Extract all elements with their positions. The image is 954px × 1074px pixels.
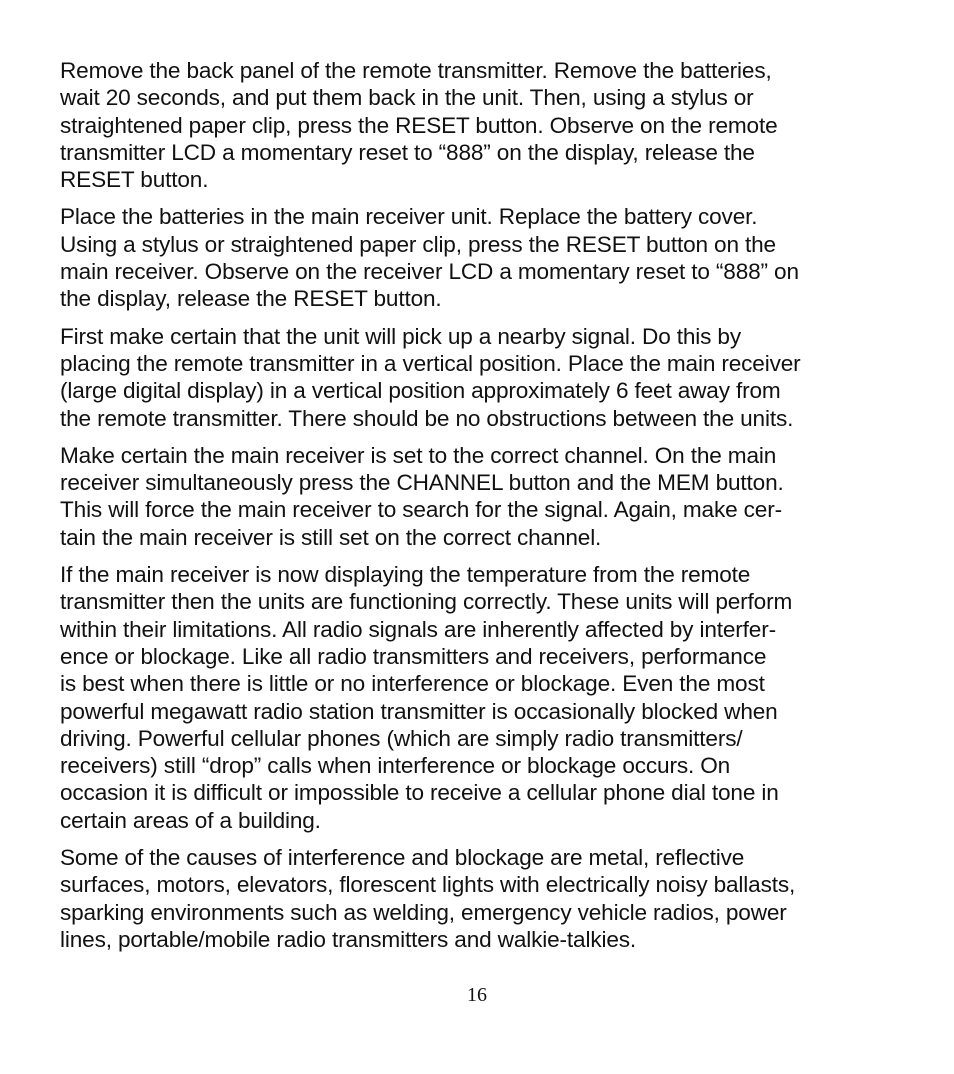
text-line: driving. Powerful cellular phones (which are simply radio transmitters/ bbox=[60, 725, 743, 751]
text-line: receiver simultaneously press the CHANNEL button and the MEM button. bbox=[60, 470, 784, 496]
text-line: lines, portable/mobile radio transmitters and walkie-talkies. bbox=[60, 926, 637, 952]
page-number: 16 bbox=[467, 984, 487, 1006]
text-line: RESET button. bbox=[60, 167, 209, 193]
text-line: the remote transmitter. There should be no obstructions between the units. bbox=[60, 405, 794, 431]
text-line: (large digital display) in a vertical position approximately 6 feet away from bbox=[60, 378, 781, 404]
paragraph-interference-causes bbox=[60, 844, 900, 953]
text-line: Remove the back panel of the remote transmitter. Remove the batteries, bbox=[60, 58, 772, 83]
text-line: powerful megawatt radio station transmitter is occasionally blocked when bbox=[60, 698, 778, 724]
text-line: the display, release the RESET button. bbox=[60, 286, 442, 312]
text-line: Some of the causes of interference and blockage are metal, reflective bbox=[60, 845, 745, 871]
text-line: occasion it is difficult or impossible to receive a cellular phone dial tone in bbox=[60, 780, 779, 806]
paragraph-reset-transmitter bbox=[60, 57, 900, 193]
text-line: transmitter LCD a momentary reset to “888” on the display, release the bbox=[60, 139, 755, 165]
paragraph-correct-channel bbox=[60, 442, 900, 551]
paragraph-reset-receiver bbox=[60, 203, 900, 312]
text-line: receivers) still “drop” calls when interference or blockage occurs. On bbox=[60, 753, 731, 779]
paragraph-functioning-correctly bbox=[60, 561, 900, 834]
text-line: is best when there is little or no interference or blockage. Even the most bbox=[60, 671, 765, 697]
text-line: First make certain that the unit will pick up a nearby signal. Do this by bbox=[60, 323, 741, 349]
text-line: wait 20 seconds, and put them back in the unit. Then, using a stylus or bbox=[60, 85, 754, 111]
text-line: transmitter then the units are functioning correctly. These units will perform bbox=[60, 589, 793, 615]
page-body bbox=[60, 57, 900, 963]
text-line: surfaces, motors, elevators, florescent lights with electrically noisy ballasts, bbox=[60, 872, 796, 898]
text-line: straightened paper clip, press the RESET button. Observe on the remote bbox=[60, 112, 778, 138]
text-line: tain the main receiver is still set on the correct channel. bbox=[60, 524, 602, 550]
text-line: main receiver. Observe on the receiver LCD a momentary reset to “888” on bbox=[60, 259, 799, 285]
text-line: This will force the main receiver to search for the signal. Again, make cer- bbox=[60, 497, 782, 523]
text-line: certain areas of a building. bbox=[60, 807, 321, 833]
paragraph-nearby-signal bbox=[60, 323, 900, 432]
text-line: If the main receiver is now displaying the temperature from the remote bbox=[60, 562, 751, 588]
text-line: placing the remote transmitter in a vertical position. Place the main receiver bbox=[60, 350, 801, 376]
text-line: Place the batteries in the main receiver unit. Replace the battery cover. bbox=[60, 204, 758, 230]
text-line: sparking environments such as welding, emergency vehicle radios, power bbox=[60, 899, 787, 925]
text-line: Using a stylus or straightened paper clip, press the RESET button on the bbox=[60, 231, 776, 257]
text-line: Make certain the main receiver is set to the correct channel. On the main bbox=[60, 442, 777, 468]
text-line: ence or blockage. Like all radio transmitters and receivers, performance bbox=[60, 643, 767, 669]
text-line: within their limitations. All radio signals are inherently affected by interfer- bbox=[60, 616, 776, 642]
